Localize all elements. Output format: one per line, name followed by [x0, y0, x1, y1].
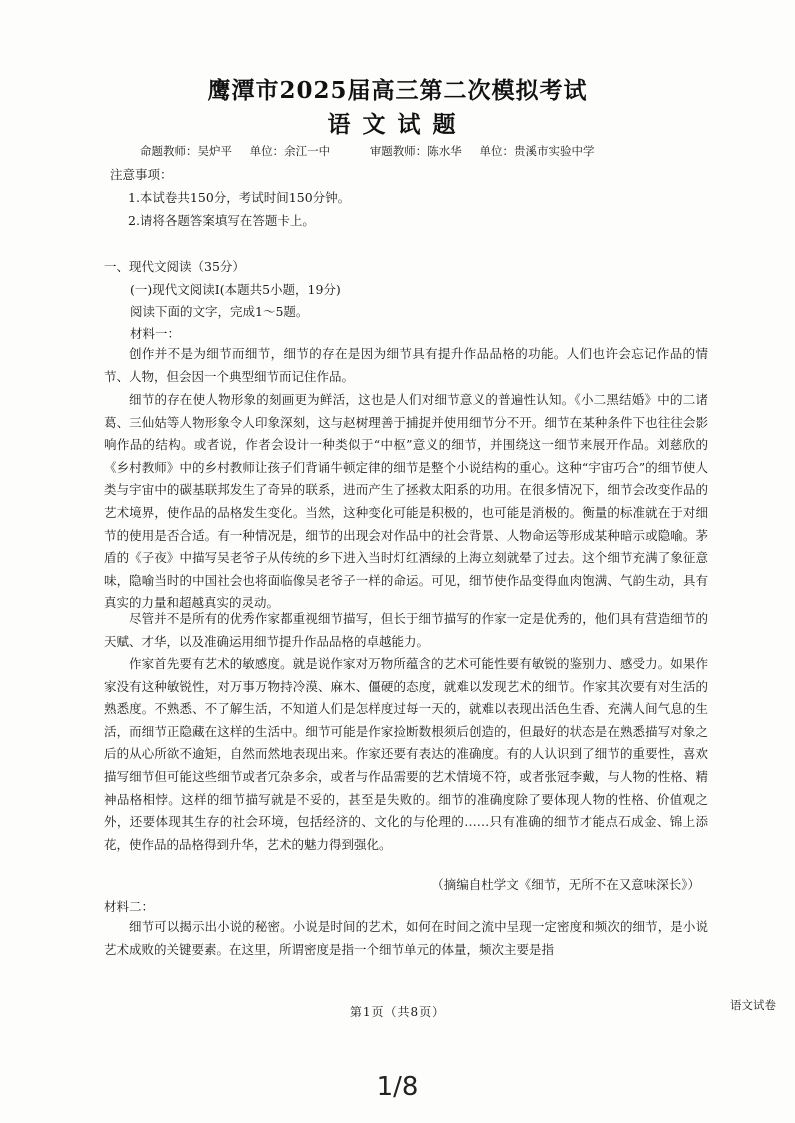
material1-label: 材料一：	[130, 326, 181, 341]
author-label: 命题教师：吴炉平	[140, 144, 232, 158]
instruction: 阅读下面的文字，完成1～5题。	[130, 304, 309, 319]
footer-subject: 语文试卷	[730, 998, 776, 1012]
author-unit: 单位：余江一中	[249, 144, 331, 158]
page-footer: 第1页（共8页）	[349, 1005, 446, 1019]
paragraph-1: 创作并不是为细节而细节，细节的存在是因为细节具有提升作品品格的功能。人们也许会忘记作品的情节、人物，但会因一个典型细节而记住作品。	[104, 346, 708, 384]
note-item-2: 2.请将各题答案填写在答题卡上。	[128, 213, 315, 228]
exam-subject: 语文试题	[327, 111, 468, 138]
reviewer-unit: 单位：贵溪市实验中学	[479, 144, 595, 158]
paragraph-3: 尽管并不是所有的优秀作家都重视细节描写，但长于细节描写的作家一定是优秀的，他们具有营造细节的天赋、才华，以及准确运用细节提升作品品格的卓越能力。	[104, 611, 708, 649]
note-item-1: 1.本试卷共150分，考试时间150分钟。	[128, 190, 351, 205]
author-info	[140, 143, 608, 159]
page-indicator: 1/8	[376, 1072, 419, 1102]
paragraph-2: 细节的存在使人物形象的刻画更为鲜活，这也是人们对细节意义的普遍性认知。《小二黑结婚》中的二诸葛、三仙姑等人物形象令人印象深刻，这与赵树理善于捕捉并使用细节分不开。细节在某种条件下也往往会影响作品的结构。或者说，作者会设计一种类似于“中枢”意义的细节，并围绕这一细节来展开作品。刘慈欣的《乡村教师》中的乡村教师让孩子们背诵牛顿定律的细节是整个小说结构的重心。这种“宇宙巧合”的细节使人类与宇宙中的碳基联邦发生了奇异的联系，进而产生了拯救太阳系的功用。在很多情况下，细节会改变作品的艺术境界，使作品的品格发生变化。当然，这种变化可能是积极的，也可能是消极的。衡量的标准就在于对细节的使用是否合适。有一种情况是，细节的出现会对作品中的社会背景、人物命运等形成某种暗示或隐喻。茅盾的《子夜》中描写吴老爷子从传统的乡下进入当时灯红酒绿的上海立刻就晕了过去。这个细节充满了象征意味，隐喻当时的中国社会也将面临像吴老爷子一样的命运。可见，细节使作品变得血肉饱满、气韵生动，具有真实的力量和超越真实的灵动。	[104, 392, 708, 611]
paragraph-4: 作家首先要有艺术的敏感度。就是说作家对万物所蕴含的艺术可能性要有敏锐的鉴别力、感受力。如果作家没有这种敏锐性，对万事万物持冷漠、麻木、僵硬的态度，就难以发现艺术的细节。作家其次要有对生活的熟悉度。不熟悉、不了解生活，不知道人们是怎样度过每一天的，就难以表现出活色生香、充满人间气息的生活，而细节正隐藏在这样的生活中。细节可能是作家捡断数根须后创造的，但最好的状态是在熟悉描写对象之后的从心所欲不逾矩，自然而然地表现出来。作家还要有表达的准确度。有的人认识到了细节的重要性，喜欢描写细节但可能这些细节或者冗杂多余，或者与作品需要的艺术情境不符，或者张冠李戴，与人物的性格、精神品格相悖。这样的细节描写就是不妥的，甚至是失败的。细节的准确度除了要体现人物的性格、价值观之外，还要体现其生存的社会环境，包括经济的、文化的与伦理的……只有准确的细节才能点石成金、锦上添花，使作品的品格得到升华，艺术的魅力得到强化。	[104, 656, 708, 852]
reviewer-label: 审题教师：陈水华	[369, 144, 462, 158]
material2-paragraph: 细节可以揭示出小说的秘密。小说是时间的艺术，如何在时间之流中呈现一定密度和频次的细节，是小说艺术成败的关键要素。在这里，所谓密度是指一个细节单元的体量，频次主要是指	[104, 919, 708, 957]
source-citation: （摘编自杜学文《细节，无所不在又意味深长》）	[431, 877, 700, 892]
exam-title: 鹰潭市2025届高三第二次模拟考试	[207, 77, 588, 104]
section-heading: 一、现代文阅读（35分）	[104, 259, 245, 274]
material2-label: 材料二：	[104, 899, 155, 914]
sub-heading: (一)现代文阅读Ⅰ(本题共5小题，19分)	[130, 282, 341, 297]
notes-heading: 注意事项：	[110, 167, 173, 182]
